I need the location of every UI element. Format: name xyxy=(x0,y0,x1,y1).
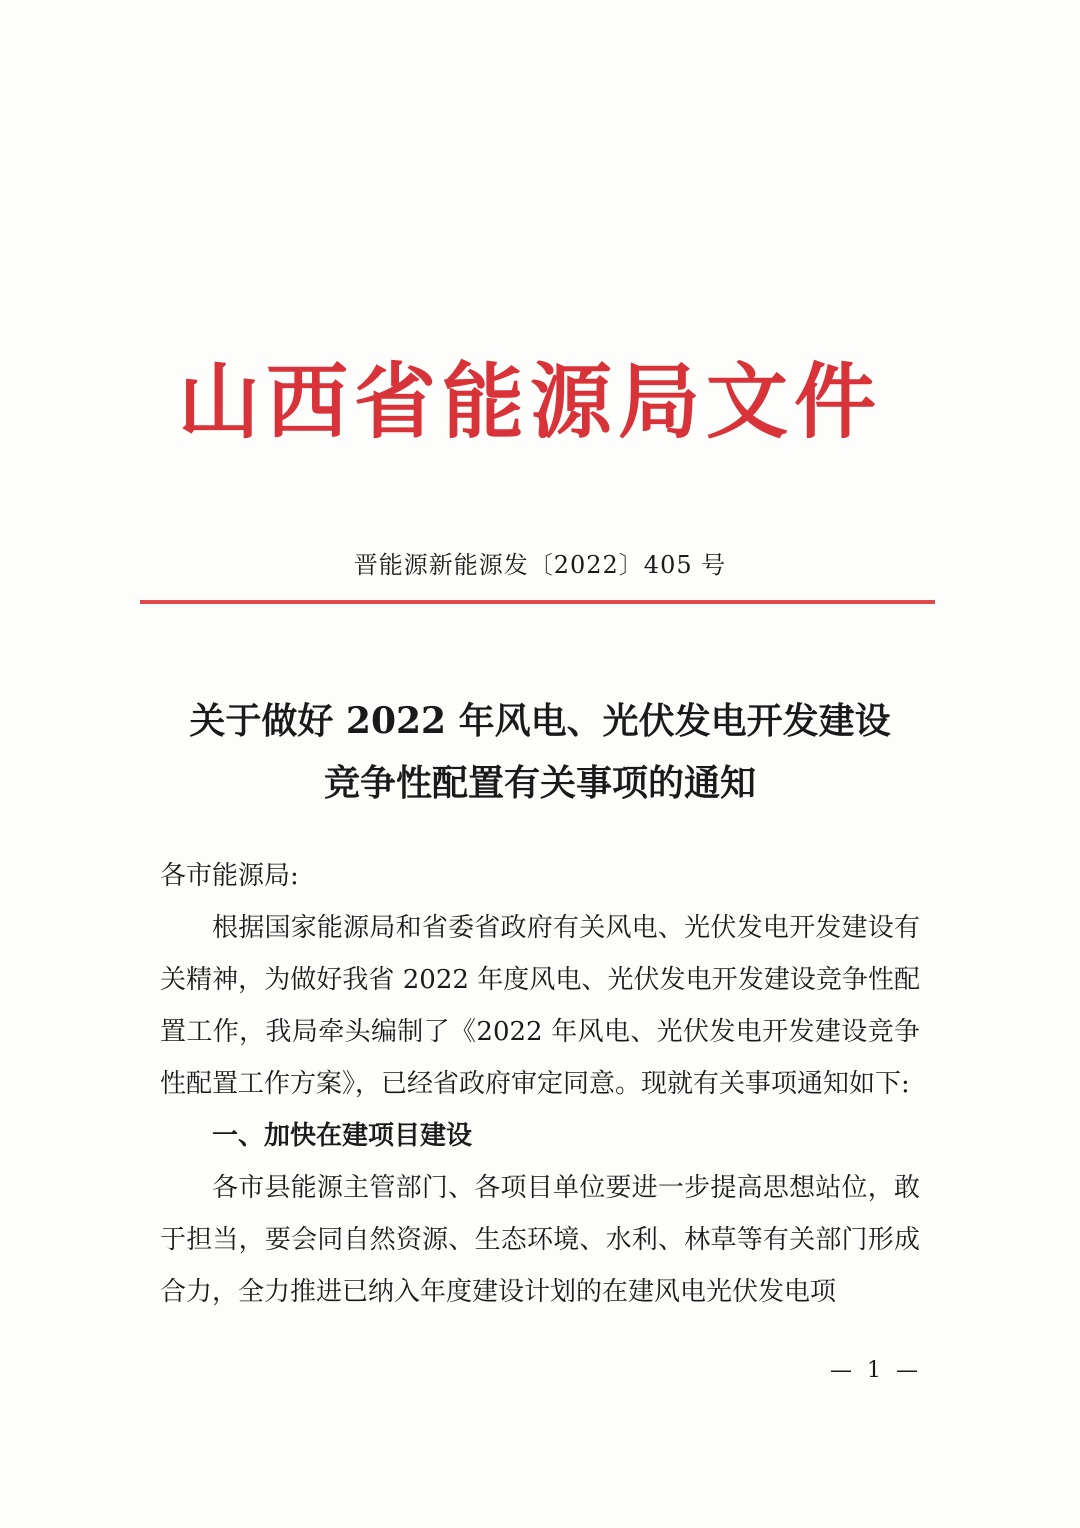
document-number: 晋能源新能源发〔2022〕405 号 xyxy=(353,551,727,579)
issuing-authority-header: 山西省能源局文件 xyxy=(178,354,883,450)
notice-body xyxy=(160,850,920,1318)
body-paragraph-2: 各市县能源主管部门、各项目单位要进一步提高思想站位，敢于担当，要会同自然资源、生态环境、水利、林草等有关部门形成合力，全力推进已纳入年度建设计划的在建风电光伏发电项 xyxy=(160,1173,920,1307)
section-heading-1: 一、加快在建项目建设 xyxy=(212,1121,473,1151)
notice-title-line-2: 竞争性配置有关事项的通知 xyxy=(323,762,756,804)
salutation: 各市能源局: xyxy=(160,861,299,891)
page-number: — 1 — xyxy=(830,1358,922,1383)
red-divider-line xyxy=(140,600,935,604)
notice-title-line-1: 关于做好 2022 年风电、光伏发电开发建设 xyxy=(189,700,891,742)
body-paragraph-1: 根据国家能源局和省委省政府有关风电、光伏发电开发建设有关精神，为做好我省 2022 年度风电、光伏发电开发建设竞争性配置工作，我局牵头编制了《2022 年风电、光伏发电开发建设竞争性配置工作方案》，已经省政府审定同意。现就有关事项通知如下: xyxy=(160,913,920,1099)
notice-title xyxy=(140,690,940,814)
